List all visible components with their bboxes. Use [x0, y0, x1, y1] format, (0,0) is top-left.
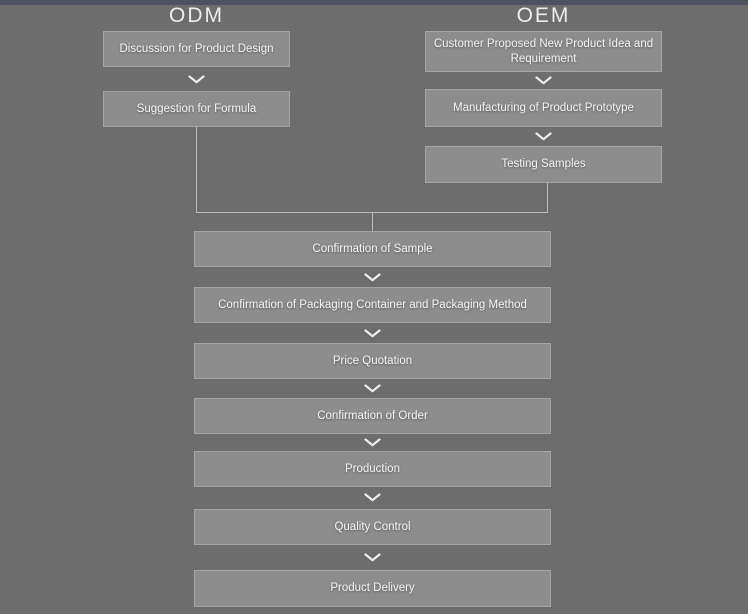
chevron-down-icon: [364, 384, 381, 393]
oem-step-prototype-manufacturing: Manufacturing of Product Prototype: [425, 89, 662, 127]
chevron-down-icon: [535, 76, 552, 85]
connector-line-oem: [547, 183, 548, 212]
oem-step-new-product-idea: Customer Proposed New Product Idea and Requirement: [425, 31, 662, 72]
oem-step-testing-samples: Testing Samples: [425, 146, 662, 183]
step-product-delivery: Product Delivery: [194, 570, 551, 607]
chevron-down-icon: [364, 493, 381, 502]
oem-column-title: OEM: [516, 4, 571, 27]
chevron-down-icon: [364, 438, 381, 447]
odm-step-product-design-discussion: Discussion for Product Design: [103, 31, 290, 67]
connector-line-odm: [196, 127, 197, 212]
step-order-confirmation: Confirmation of Order: [194, 398, 551, 434]
step-packaging-confirmation: Confirmation of Packaging Container and Packaging Method: [194, 287, 551, 323]
step-price-quotation: Price Quotation: [194, 343, 551, 379]
step-quality-control: Quality Control: [194, 509, 551, 545]
step-production: Production: [194, 451, 551, 487]
odm-column-title: ODM: [169, 4, 224, 27]
chevron-down-icon: [364, 273, 381, 282]
chevron-down-icon: [188, 75, 205, 84]
odm-step-formula-suggestion: Suggestion for Formula: [103, 91, 290, 127]
chevron-down-icon: [364, 553, 381, 562]
step-sample-confirmation: Confirmation of Sample: [194, 231, 551, 267]
chevron-down-icon: [535, 132, 552, 141]
connector-line-merge-stub: [372, 212, 373, 231]
chevron-down-icon: [364, 329, 381, 338]
